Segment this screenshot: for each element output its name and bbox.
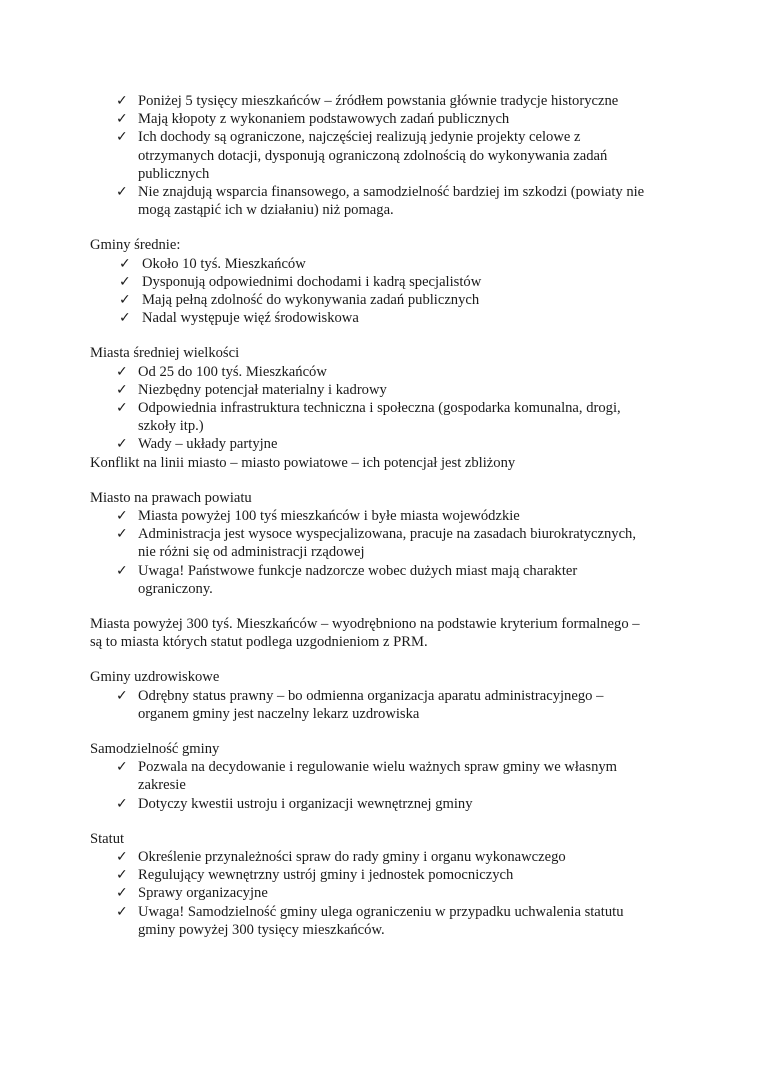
list-item-line: Uwaga! Samodzielność gminy ulega ograniczeniu w przypadku uchwalenia statutu <box>138 903 624 920</box>
list-item-line: Miasta powyżej 100 tyś mieszkańców i byłe miasta wojewódzkie <box>138 508 520 524</box>
list-item-line: Uwaga! Państwowe funkcje nadzorcze wobec dużych miast mają charakter <box>138 562 578 579</box>
section-heading: Miasta średniej wielkości <box>90 345 240 362</box>
list-item-line: Mają kłopoty z wykonaniem podstawowych zadań publicznych <box>138 111 510 128</box>
checkmark-icon: ✓ <box>116 381 128 398</box>
checkmark-icon: ✓ <box>119 292 131 308</box>
list-item-line: Określenie przynależności spraw do rady gminy i organu wykonawczego <box>138 849 566 865</box>
checkmark-icon: ✓ <box>116 687 128 704</box>
list-item-line: Nadal występuje więź środowiskowa <box>142 310 359 327</box>
list-item-line: Dotyczy kwestii ustroju i organizacji wewnętrznej gminy <box>138 795 473 812</box>
paragraph-line: są to miasta których statut podlega uzgodnieniom z PRM. <box>90 634 428 651</box>
list-item-line: Regulujący wewnętrzny ustrój gminy i jednostek pomocniczych <box>138 867 514 884</box>
checkmark-icon: ✓ <box>116 436 128 453</box>
list-item-line: Niezbędny potencjał materialny i kadrowy <box>138 381 387 398</box>
checkmark-icon: ✓ <box>116 849 128 865</box>
checkmark-icon: ✓ <box>116 885 128 902</box>
list-item-line: szkoły itp.) <box>138 418 204 435</box>
list-item-line: Odrębny status prawny – bo odmienna organizacja aparatu administracyjnego – <box>138 687 604 704</box>
checkmark-icon: ✓ <box>119 255 131 272</box>
list-item-line: Poniżej 5 tysięcy mieszkańców – źródłem powstania głównie tradycje historyczne <box>138 93 619 109</box>
list-item-line: Administracja jest wysoce wyspecjalizowana, pracuje na zasadach biurokratycznych, <box>138 526 637 543</box>
checkmark-icon: ✓ <box>116 903 128 920</box>
list-item-line: mogą zastąpić ich w działaniu) niż pomaga. <box>138 202 394 219</box>
checkmark-icon: ✓ <box>116 184 128 200</box>
checkmark-icon: ✓ <box>116 508 128 524</box>
section-heading: Gminy uzdrowiskowe <box>90 669 220 686</box>
list-item-line: Od 25 do 100 tyś. Mieszkańców <box>138 363 327 380</box>
list-item-line: Odpowiednia infrastruktura techniczna i społeczna (gospodarka komunalna, drogi, <box>138 400 621 416</box>
list-item-line: Nie znajdują wsparcia finansowego, a samodzielność bardziej im szkodzi (powiaty nie <box>138 184 645 200</box>
list-item-line: publicznych <box>138 165 210 182</box>
list-item-line: gminy powyżej 300 tysięcy mieszkańców. <box>138 921 385 938</box>
list-item-line: Sprawy organizacyjne <box>138 885 268 902</box>
list-item-line: Wady – układy partyjne <box>138 436 278 453</box>
checkmark-icon: ✓ <box>116 111 128 128</box>
list-item-line: Około 10 tyś. Mieszkańców <box>142 255 306 272</box>
paragraph-line: Miasta powyżej 300 tyś. Mieszkańców – wyodrębniono na podstawie kryterium formalnego – <box>90 616 640 632</box>
checkmark-icon: ✓ <box>119 310 131 327</box>
note-line: Konflikt na linii miasto – miasto powiatowe – ich potencjał jest zbliżony <box>90 454 516 471</box>
checkmark-icon: ✓ <box>116 867 128 884</box>
checkmark-icon: ✓ <box>116 363 128 380</box>
section-heading: Statut <box>90 830 125 847</box>
checkmark-icon: ✓ <box>116 129 128 146</box>
list-item-line: Mają pełną zdolność do wykonywania zadań publicznych <box>142 292 480 308</box>
list-item-line: Dysponują odpowiednimi dochodami i kadrą specjalistów <box>142 273 482 290</box>
list-item-line: Pozwala na decydowanie i regulowanie wielu ważnych spraw gminy we własnym <box>138 759 618 776</box>
section-heading: Miasto na prawach powiatu <box>90 489 252 506</box>
checkmark-icon: ✓ <box>116 526 128 543</box>
section-heading: Samodzielność gminy <box>90 741 220 757</box>
list-item-line: nie różni się od administracji rządowej <box>138 544 365 561</box>
checkmark-icon: ✓ <box>116 400 128 416</box>
list-item-line: organem gminy jest naczelny lekarz uzdrowiska <box>138 705 420 722</box>
list-item-line: zakresie <box>138 777 186 794</box>
checkmark-icon: ✓ <box>116 795 128 812</box>
checkmark-icon: ✓ <box>116 93 128 109</box>
list-item-line: otrzymanych dotacji, dysponują ograniczoną zdolnością do wykonywania zadań <box>138 147 608 164</box>
list-item-line: ograniczony. <box>138 580 213 597</box>
checkmark-icon: ✓ <box>119 273 131 290</box>
section-heading: Gminy średnie: <box>90 237 181 254</box>
list-item-line: Ich dochody są ograniczone, najczęściej realizują jedynie projekty celowe z <box>138 129 581 146</box>
checkmark-icon: ✓ <box>116 759 128 776</box>
checkmark-icon: ✓ <box>116 562 128 579</box>
